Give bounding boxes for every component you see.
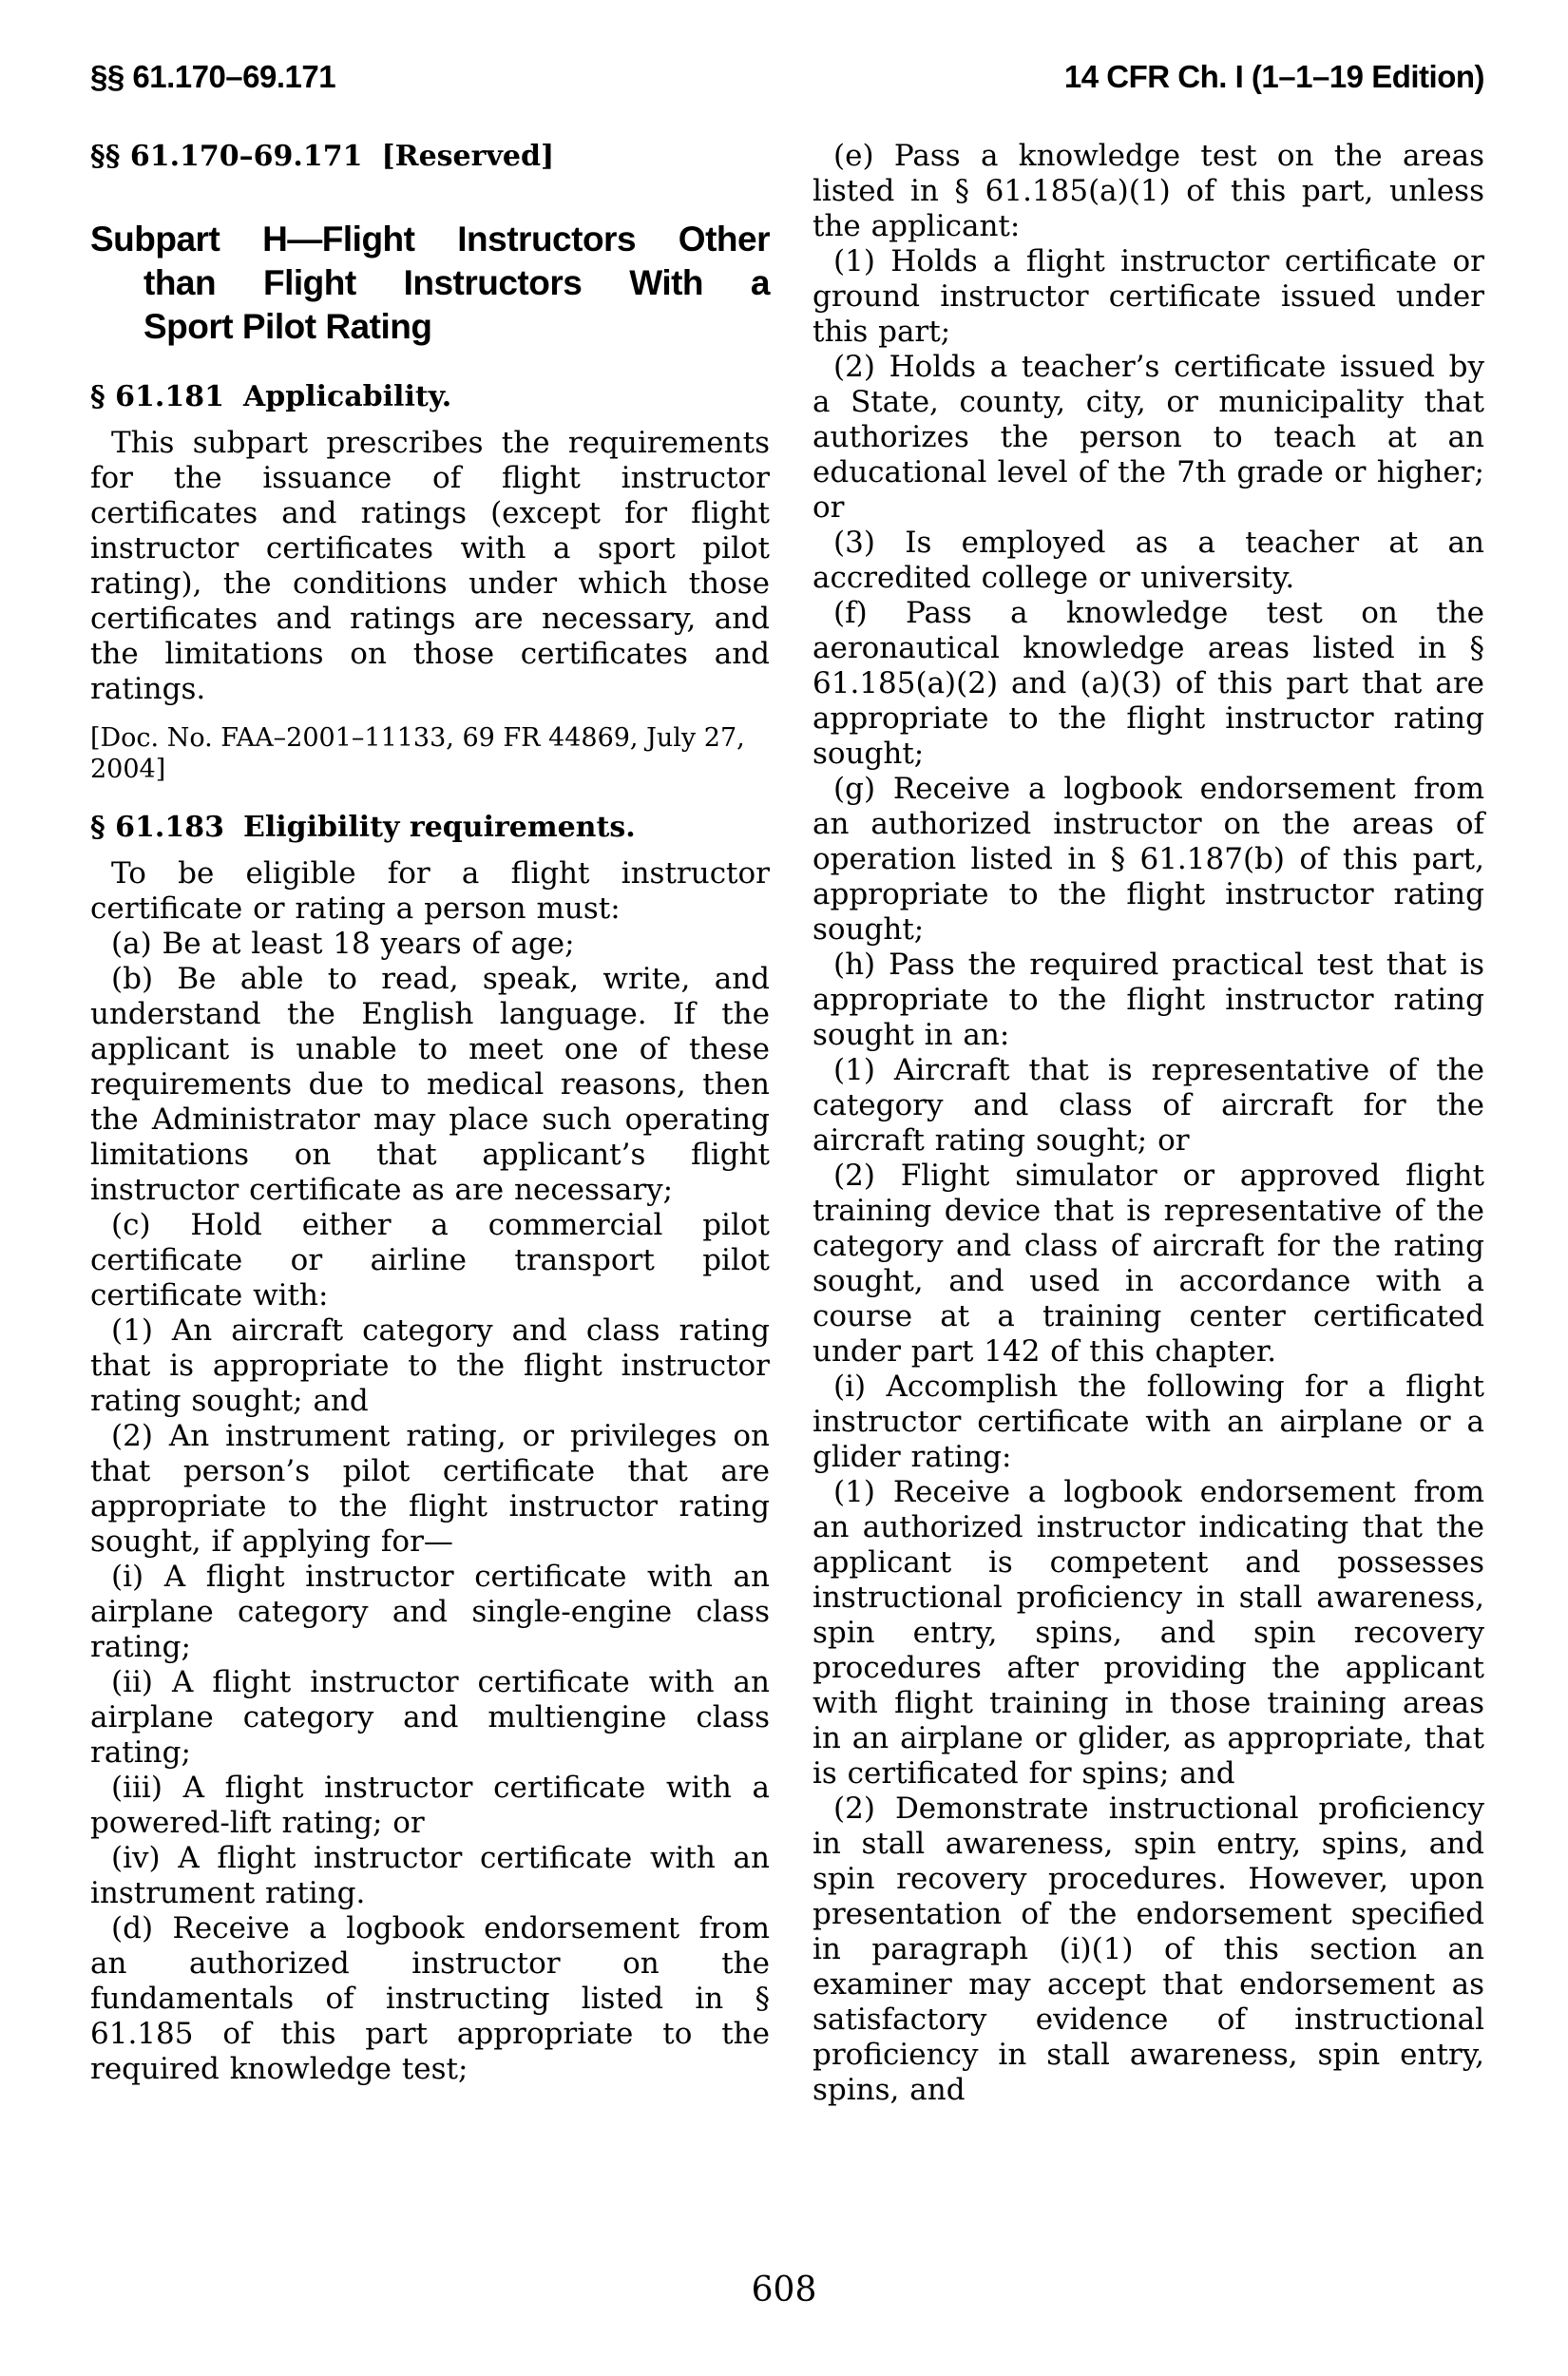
doc-citation: [Doc. No. FAA–2001–11133, 69 FR 44869, July 27, 2004] <box>90 723 745 784</box>
paragraph-i-1: (1) Receive a logbook endorsement from an authorized instructor indicating that the applicant is competent and possesses instructional proficiency in stall awareness, spin entry, spins, and spin recovery procedures after providing the applicant with flight training in those training areas in an airplane or glider, as appropriate, that is certificated for spins; and <box>813 1475 1484 1791</box>
two-column-text-block <box>90 139 1484 2108</box>
section-61-183-heading <box>90 810 770 845</box>
paragraph-e-2: (2) Holds a teacher’s certificate issued by a State, county, city, or municipality that authorizes the person to teach at an educational level of the 7th grade or higher; or <box>813 350 1484 525</box>
section-61-181-body: This subpart prescribes the requirements for the issuance of flight instructor certificates and ratings (except for flight instructor certificates with a sport pilot rating), the conditions under which those certificates and ratings are necessary, and the limitations on those certificates and ratings. <box>90 426 770 706</box>
section-61-183-number: § 61.183 <box>90 811 224 844</box>
paragraph-intro: To be eligible for a flight instructor certificate or rating a person must: <box>90 856 770 926</box>
section-61-181-number: § 61.181 <box>90 380 224 413</box>
paragraph-c-1: (1) An aircraft category and class rating that is appropriate to the flight instructor rating sought; and <box>90 1313 770 1418</box>
paragraph-g: (g) Receive a logbook endorsement from an authorized instructor on the areas of operation listed in § 61.187(b) of this part, appropriate to the flight instructor rating sought; <box>813 772 1484 947</box>
section-61-181-title: Applicability. <box>242 380 452 413</box>
paragraph-i: (i) Accomplish the following for a flight instructor certificate with an airplane or a glider rating: <box>813 1370 1484 1474</box>
left-column <box>90 139 770 2087</box>
paragraph-i-2: (2) Demonstrate instructional proficiency in stall awareness, spin entry, spins, and spin recovery procedures. However, upon presentation of the endorsement specified in paragraph (i)(1) of this section an examiner may accept that endorsement as satisfactory evidence of instructional proficiency in stall awareness, spin entry, spins, and <box>813 1792 1484 2107</box>
running-header-edition: 14 CFR Ch. I (1–1–19 Edition) <box>1063 59 1484 94</box>
paragraph-c-2-iv: (iv) A flight instructor certificate with an instrument rating. <box>90 1841 770 1910</box>
subpart-heading-line-2: than Flight Instructors With a <box>143 263 770 302</box>
running-header <box>90 59 1484 95</box>
subpart-heading-line-1: Subpart H—Flight Instructors Other <box>90 220 770 259</box>
paragraph-c-2-ii: (ii) A flight instructor certificate with an airplane category and multiengine class rating; <box>90 1665 770 1770</box>
paragraph-e-3: (3) Is employed as a teacher at an accredited college or university. <box>813 526 1484 595</box>
subpart-heading-line-3: Sport Pilot Rating <box>143 307 432 346</box>
section-61-181-heading <box>90 379 770 414</box>
running-header-section-range: §§ 61.170–69.171 <box>90 59 336 94</box>
reserved-section-number: §§ 61.170–69.171 <box>90 140 363 173</box>
paragraph-c-2-iii: (iii) A flight instructor certificate with a powered-lift rating; or <box>90 1771 770 1840</box>
paragraph-h: (h) Pass the required practical test that is appropriate to the flight instructor rating sought in an: <box>813 948 1484 1052</box>
paragraph-a: (a) Be at least 18 years of age; <box>111 927 575 961</box>
section-61-183-title: Eligibility requirements. <box>242 811 636 844</box>
page-number: 608 <box>751 2271 817 2309</box>
paragraph-h-2: (2) Flight simulator or approved flight training device that is representative of the category and class of aircraft for the rating sought, and used in accordance with a course at a training center certificated under part 142 of this chapter. <box>813 1159 1484 1369</box>
paragraph-h-1: (1) Aircraft that is representative of the category and class of aircraft for the aircraft rating sought; or <box>813 1053 1484 1158</box>
reserved-section-title: [Reserved] <box>381 140 555 173</box>
paragraph-e-1: (1) Holds a flight instructor certificate or ground instructor certificate issued under this part; <box>813 244 1484 349</box>
right-column <box>813 139 1484 2108</box>
reserved-section-heading <box>90 139 770 174</box>
paragraph-c-2: (2) An instrument rating, or privileges on that person’s pilot certificate that are appropriate to the flight instructor rating sought, if applying for— <box>90 1419 770 1559</box>
paragraph-c-2-i: (i) A flight instructor certificate with an airplane category and single-engine class rating; <box>90 1560 770 1664</box>
paragraph-e: (e) Pass a knowledge test on the areas listed in § 61.185(a)(1) of this part, unless the applicant: <box>813 139 1484 243</box>
paragraph-b: (b) Be able to read, speak, write, and understand the English language. If the applicant is unable to meet one of these requirements due to medical reasons, then the Administrator may place such operating limitations on that applicant’s flight instructor certificate as are necessary; <box>90 962 770 1207</box>
paragraph-c: (c) Hold either a commercial pilot certificate or airline transport pilot certificate with: <box>90 1208 770 1313</box>
paragraph-d: (d) Receive a logbook endorsement from an authorized instructor on the fundamentals of instructing listed in § 61.185 of this part appropriate to the required knowledge test; <box>90 1911 770 2086</box>
paragraph-f: (f) Pass a knowledge test on the aeronautical knowledge areas listed in § 61.185(a)(2) and (a)(3) of this part that are appropriate to the flight instructor rating sought; <box>813 596 1484 771</box>
subpart-h-heading <box>90 218 770 349</box>
